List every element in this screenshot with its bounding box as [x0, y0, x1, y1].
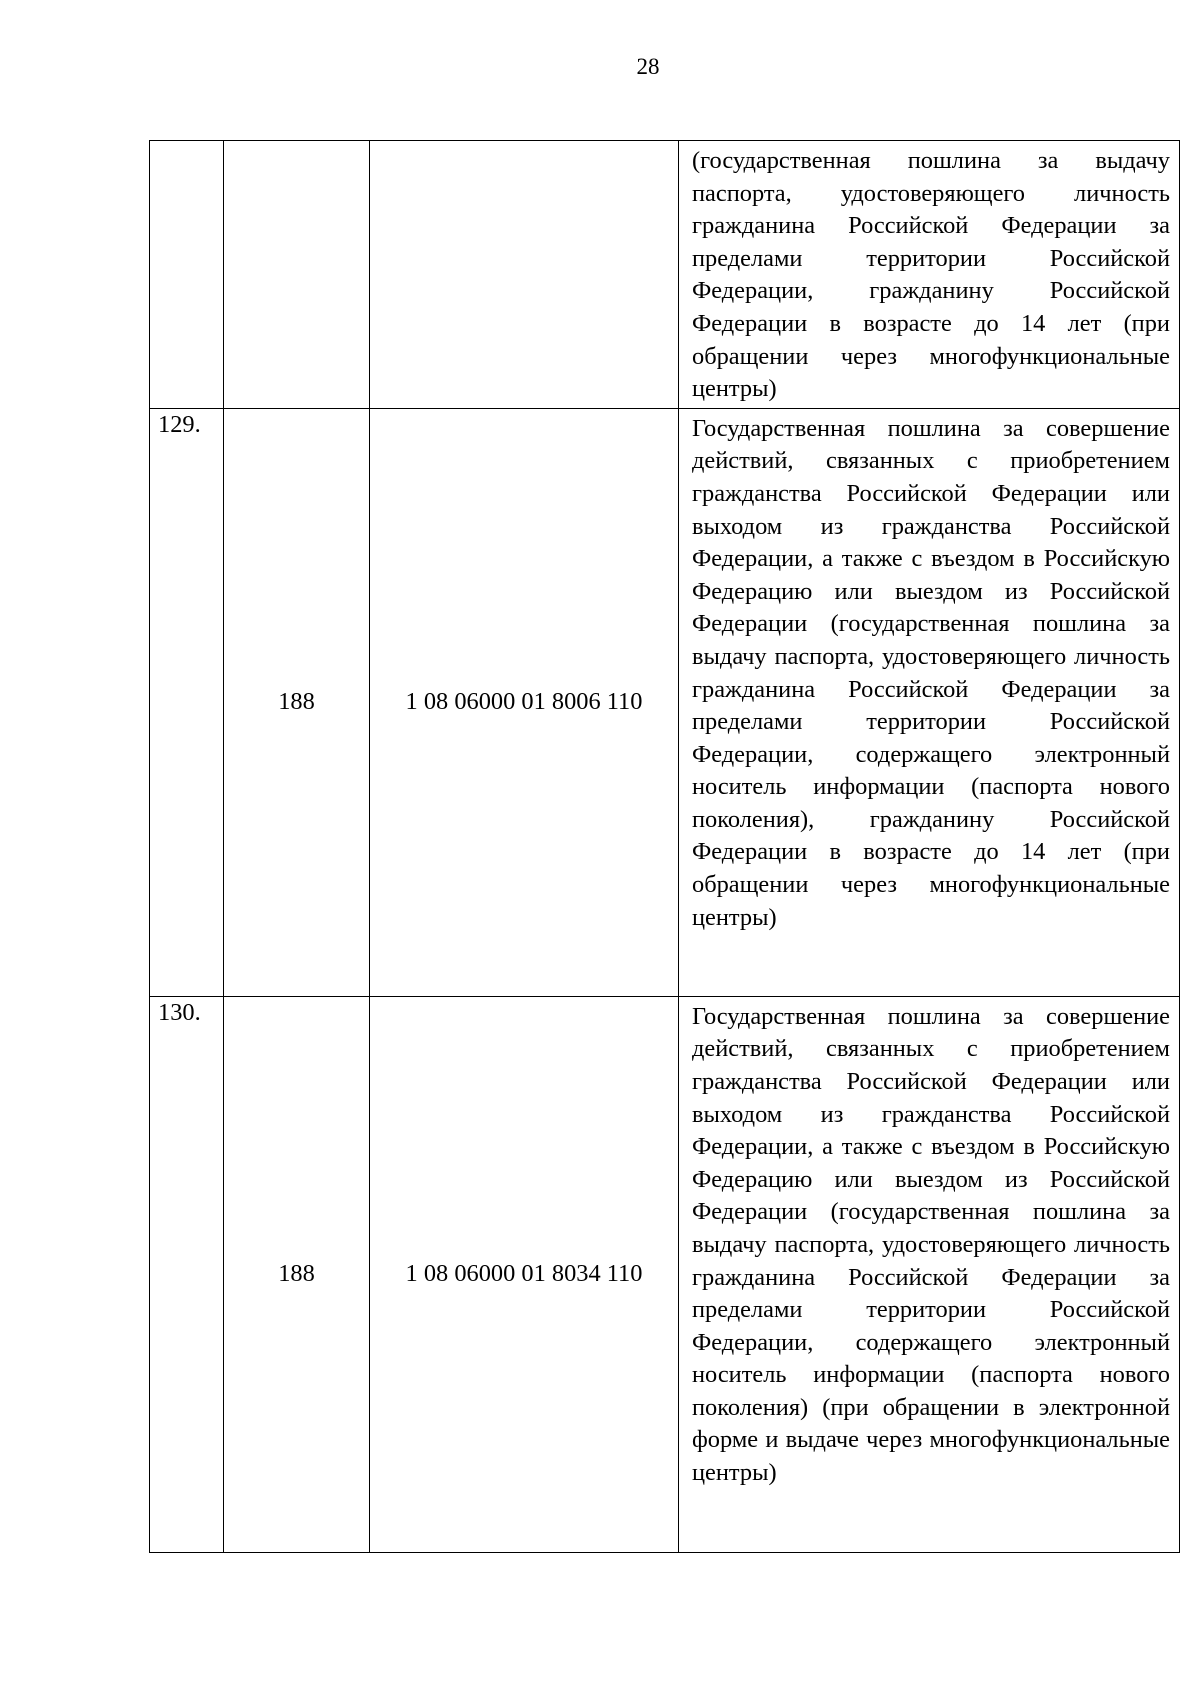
- revenue-codes-table: [149, 140, 1180, 1553]
- row-number-cell: 130.: [150, 996, 224, 1552]
- admin-code-cell: 188: [224, 408, 370, 996]
- page-number: 28: [636, 54, 660, 79]
- description-cell: Государственная пошлина за совершение действий, связанных с приобретением гражданства Российской Федерации или выходом из гражданства Российской Федерации, а также с въездом в Российскую Федерацию или выездом из Российской Федерации (государственная пошлина за выдачу паспорта, удостоверяющего личность гражданина Российской Федерации за пределами территории Российской Федерации, содержащего электронный носитель информации (паспорта нового поколения) (при обращении в электронной форме и выдаче через многофункциональные центры): [679, 996, 1180, 1552]
- row-number-cell: [150, 141, 224, 409]
- description-cell: (государственная пошлина за выдачу паспорта, удостоверяющего личность гражданина Российской Федерации за пределами территории Российской Федерации, гражданину Российской Федерации в возрасте до 14 лет (при обращении через многофункциональные центры): [679, 141, 1180, 409]
- table-row: [150, 141, 1180, 409]
- admin-code-cell: 188: [224, 996, 370, 1552]
- row-number-cell: 129.: [150, 408, 224, 996]
- table-row: [150, 408, 1180, 996]
- description-cell: Государственная пошлина за совершение действий, связанных с приобретением гражданства Российской Федерации или выходом из гражданства Российской Федерации, а также с въездом в Российскую Федерацию или выездом из Российской Федерации (государственная пошлина за выдачу паспорта, удостоверяющего личность гражданина Российской Федерации за пределами территории Российской Федерации, содержащего электронный носитель информации (паспорта нового поколения), гражданину Российской Федерации в возрасте до 14 лет (при обращении через многофункциональные центры): [679, 408, 1180, 996]
- kbk-code-cell: [370, 141, 679, 409]
- table-row: [150, 996, 1180, 1552]
- admin-code-cell: [224, 141, 370, 409]
- kbk-code-cell: 1 08 06000 01 8034 110: [370, 996, 679, 1552]
- kbk-code-cell: 1 08 06000 01 8006 110: [370, 408, 679, 996]
